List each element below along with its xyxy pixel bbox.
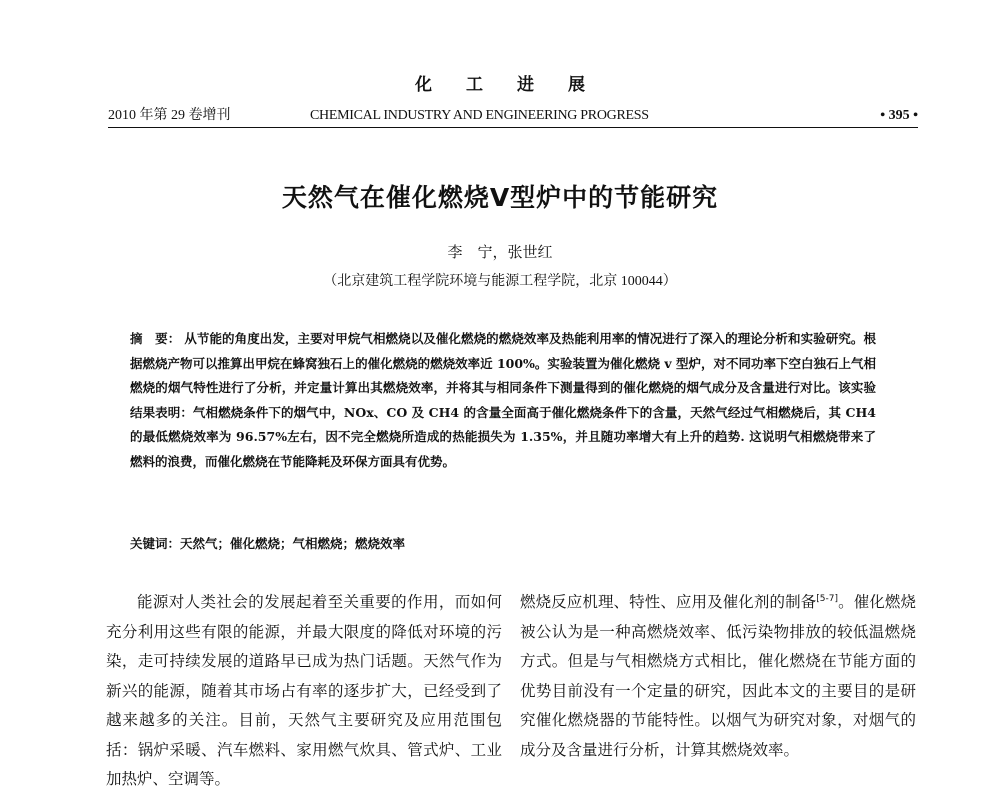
body-right-text-a: 燃烧反应机理、特性、应用及催化剂的制备 — [520, 593, 817, 611]
abstract — [130, 327, 876, 475]
keywords — [130, 532, 876, 556]
author-affiliation: （北京建筑工程学院环境与能源工程学院，北京 100044） — [323, 274, 677, 289]
paper-title: 天然气在催化燃烧V型炉中的节能研究 — [281, 183, 719, 212]
keywords-text: 天然气；催化燃烧；气相燃烧；燃烧效率 — [180, 536, 406, 551]
body-column-left: 能源对人类社会的发展起着至关重要的作用，而如何充分利用这些有限的能源，并最大限度的降低对环境的污染，走可持续发展的道路早已成为热门话题。天然气作为新兴的能源，随着其市场占有率的逐步扩大，已经受到了越来越多的关注。目前，天然气主要研究及应用范围包括：锅炉采暖、汽车燃料、家用燃气炊具、管式炉、工业加热炉、空调等。 — [106, 593, 502, 788]
abstract-label: 摘 要： — [130, 331, 181, 346]
journal-title-en: CHEMICAL INDUSTRY AND ENGINEERING PROGRESS — [310, 108, 649, 123]
paper-authors: 李 宁，张世红 — [447, 243, 553, 261]
page-number: • 395 • — [880, 108, 918, 123]
running-header — [108, 104, 918, 128]
abstract-text: 从节能的角度出发，主要对甲烷气相燃烧以及催化燃烧的燃烧效率及热能利用率的情况进行了深入的理论分析和实验研究。根据燃烧产物可以推算出甲烷在蜂窝独石上的催化燃烧的燃烧效率近 100%。实验装置为催化燃烧 v 型炉，对不同功率下空白独石上气相燃烧的烟气特性进行了分析，并定量计算出其燃烧效率，并将其与相同条件下测量得到的催化燃烧的烟气成分及含量进行对比。该实验结果表明：气相燃烧条件下的烟气中，NOx、CO 及 CH4 的含量全面高于催化燃烧条件下的含量，天然气经过气相燃烧后，其 CH4 的最低燃烧效率为 96.57%左右，因不完全燃烧所造成的热能损失为 1.35%，并且随功率增大有上升的趋势. 这说明气相燃烧带来了燃料的浪费，而催化燃烧在节能降耗及环保方面具有优势。 — [130, 331, 876, 469]
issue-info: 2010 年第 29 卷增刊 — [108, 108, 231, 123]
citation: [5-7] — [816, 593, 839, 604]
body-column-right — [520, 588, 916, 765]
body-right-text-b: 。催化燃烧被公认为是一种高燃烧效率、低污染物排放的较低温燃烧方式。但是与气相燃烧方式相比，催化燃烧在节能方面的优势目前没有一个定量的研究，因此本文的主要目的是研究催化燃烧器的节能特性。以烟气为研究对象，对烟气的成分及含量进行分析，计算其燃烧效率。 — [520, 593, 916, 759]
keywords-label: 关键词： — [130, 536, 181, 551]
journal-title-cn: 化工进展 — [415, 75, 619, 95]
header-rule — [108, 127, 918, 128]
